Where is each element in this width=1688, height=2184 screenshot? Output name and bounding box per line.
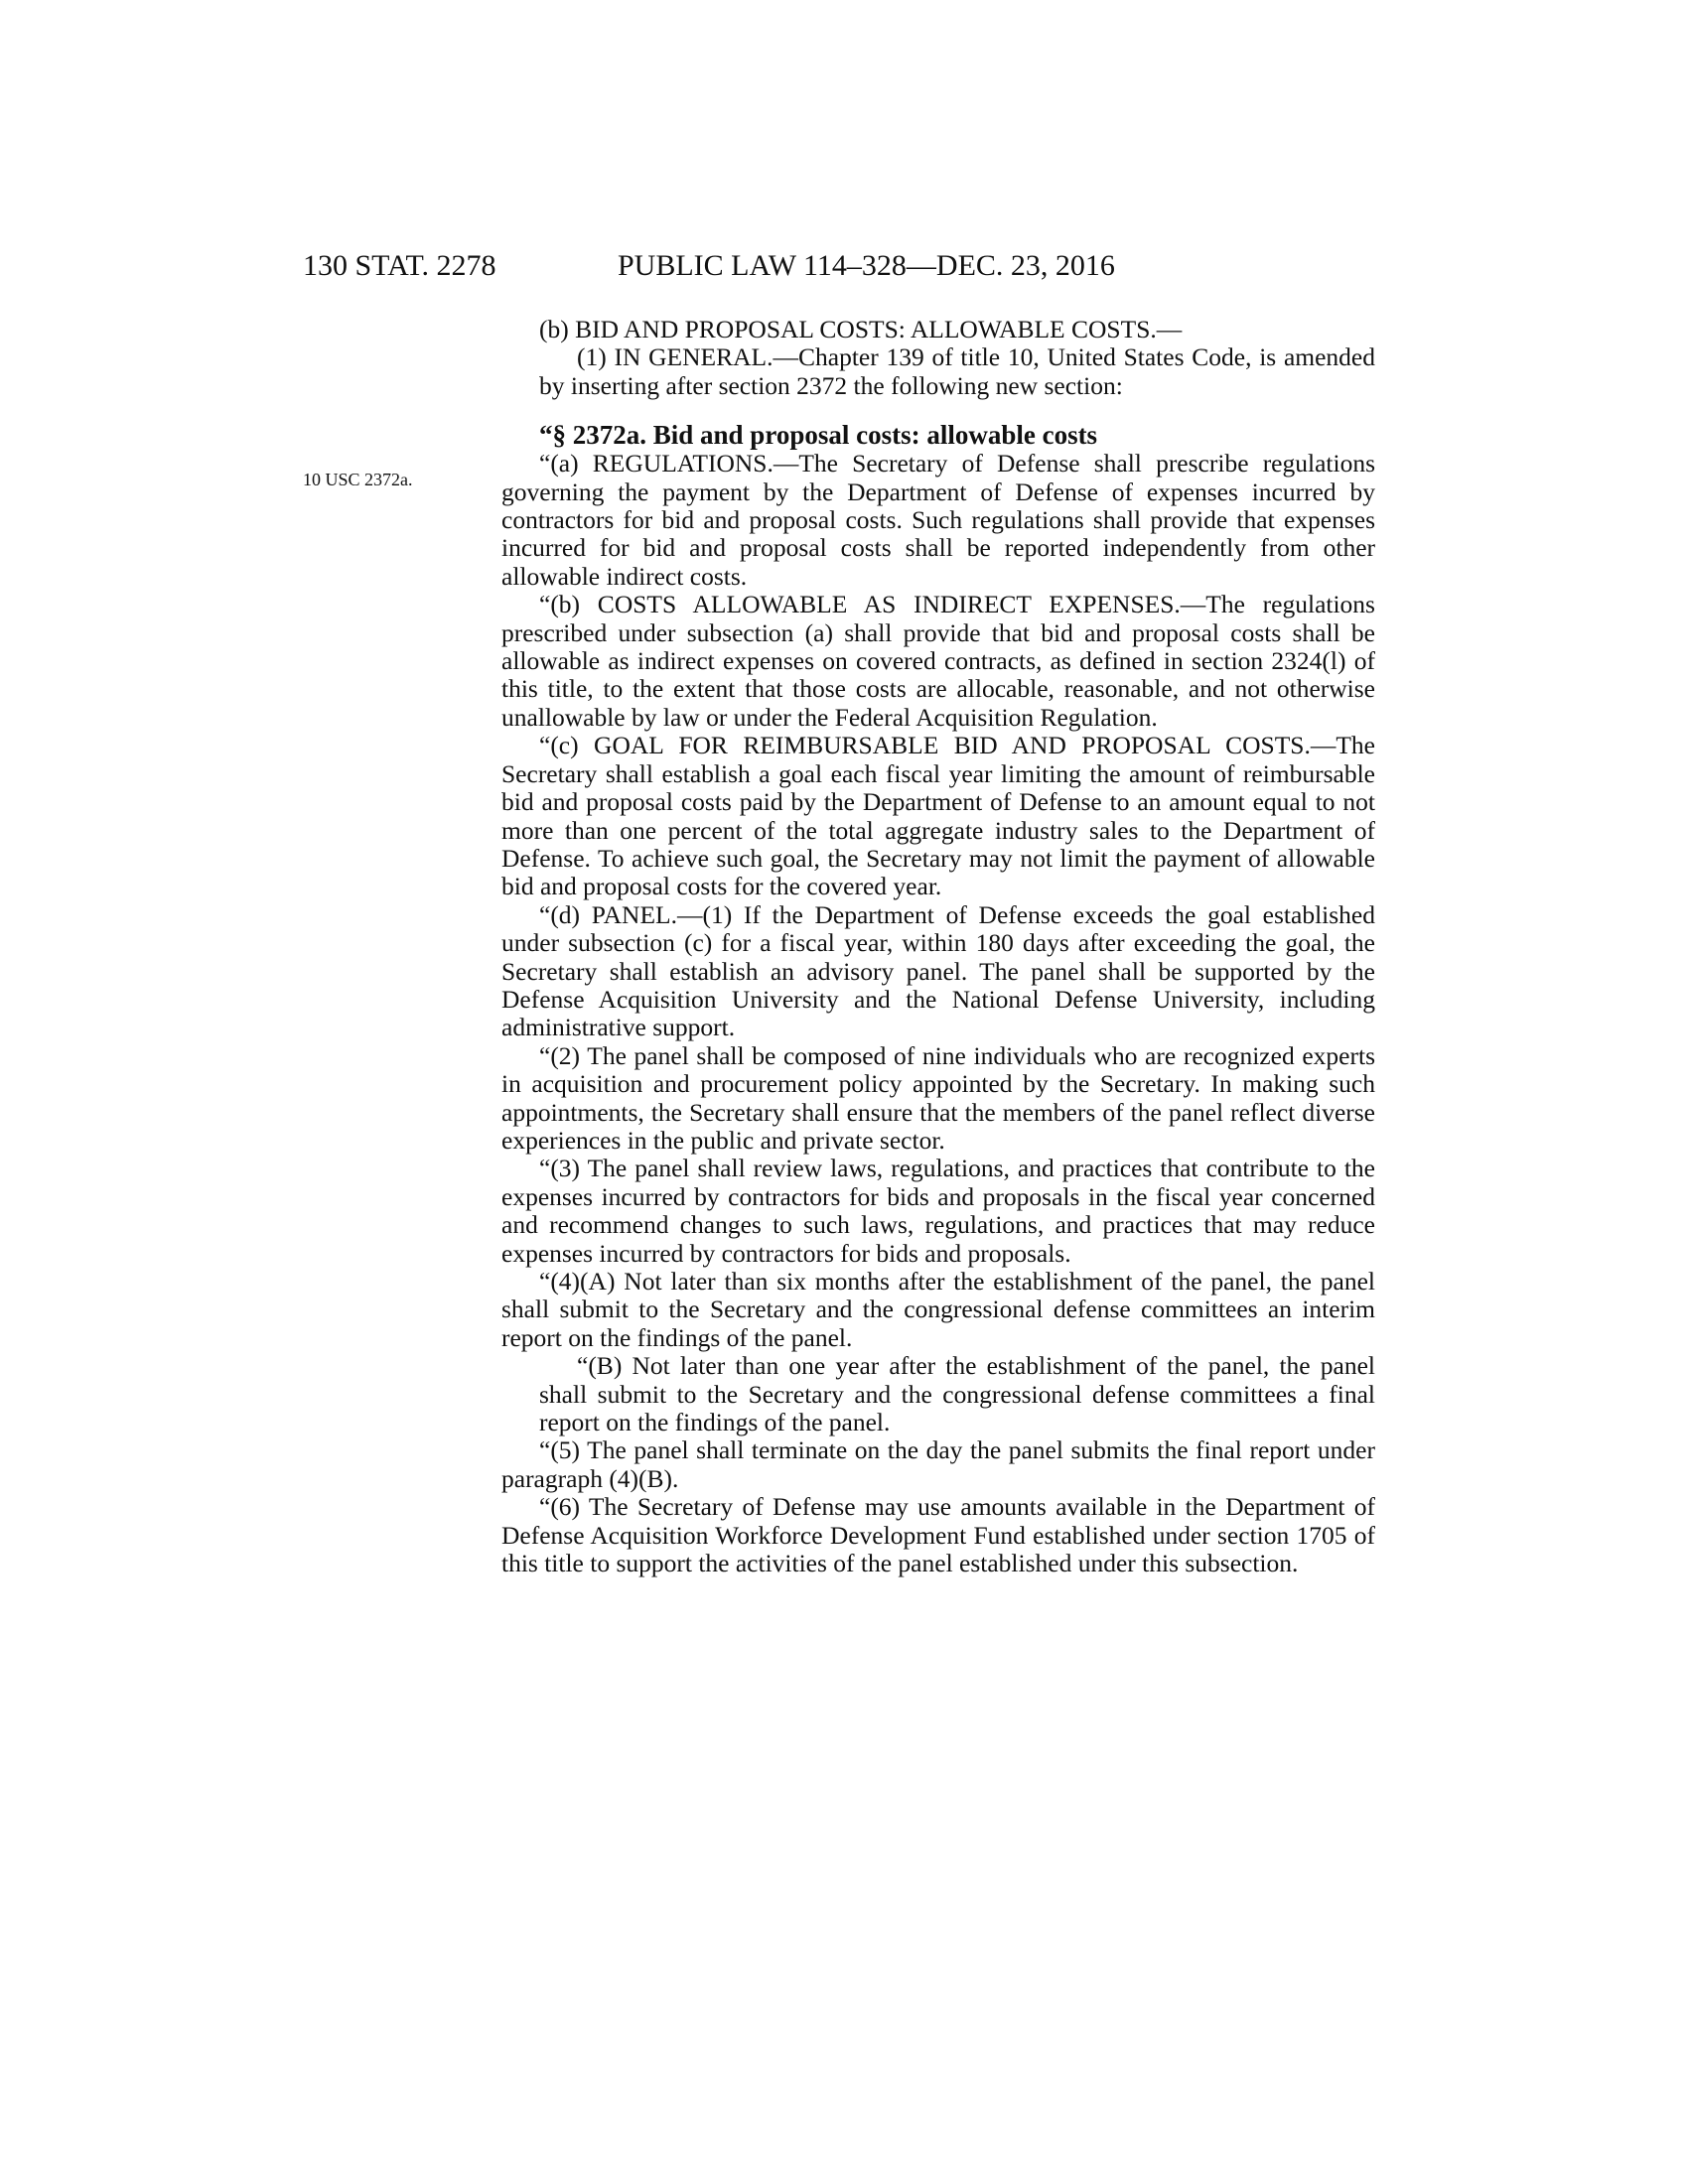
subsection-b-heading: (b) BID AND PROPOSAL COSTS: ALLOWABLE COSTS.— (539, 315, 1183, 343)
usc-margin-note: 10 USC 2372a. (303, 470, 413, 489)
paragraph-d6-funding: “(6) The Secretary of Defense may use amounts available in the Department of Defense Acquisition Workforce Development Fund established under section 1705 of this title to support the activities of the panel established under this subsection. (501, 1492, 1375, 1578)
paragraph-d2-composition: “(2) The panel shall be composed of nine individuals who are recognized experts in acquisition and procurement policy appointed by the Secretary. In making such appointments, the Secretary shall ensure that the members of the panel reflect diverse experiences in the public and private sector. (501, 1040, 1375, 1155)
paragraph-a-regulations: “(a) REGULATIONS.—The Secretary of Defense shall prescribe regulations governing the payment by the Department of Defense of expenses incurred by contractors for bid and proposal costs. Such regulations shall provide that expenses incurred for bid and proposal costs shall be reported independently from other allowable indirect costs. (501, 449, 1375, 591)
stat-reference: 130 STAT. 2278 (303, 249, 496, 282)
page-header (0, 246, 1688, 286)
paragraph-d4b-final-report: “(B) Not later than one year after the establishment of the panel, the panel shall submit to the Secretary and the congressional defense committees a final report on the findings of the panel. (539, 1351, 1375, 1437)
paragraph-b-indirect-expenses: “(b) COSTS ALLOWABLE AS INDIRECT EXPENSES.—The regulations prescribed under subsection (a) shall provide that bid and proposal costs shall be allowable as indirect expenses on covered contracts, as defined in section 2324(l) of this title, to the extent that those costs are allocable, reasonable, and not otherwise unallowable by law or under the Federal Acquisition Regulation. (501, 590, 1375, 732)
law-title: PUBLIC LAW 114–328—DEC. 23, 2016 (618, 249, 1115, 282)
paragraph-d1-panel: “(d) PANEL.—(1) If the Department of Defense exceeds the goal established under subsection (c) for a fiscal year, within 180 days after exceeding the goal, the Secretary shall establish an advisory panel. The panel shall be supported by the Defense Acquisition University and the National Defense University, including administrative support. (501, 899, 1375, 1042)
paragraph-d4a-interim-report: “(4)(A) Not later than six months after the establishment of the panel, the panel shall submit to the Secretary and the congressional defense committees an interim report on the findings of the panel. (501, 1267, 1375, 1352)
paragraph-d3-review: “(3) The panel shall review laws, regulations, and practices that contribute to the expenses incurred by contractors for bids and proposals in the fiscal year concerned and recommend changes to such laws, regulations, and practices that may reduce expenses incurred by contractors for bids and proposals. (501, 1154, 1375, 1268)
paragraph-c-goal: “(c) GOAL FOR REIMBURSABLE BID AND PROPOSAL COSTS.—The Secretary shall establish a goal each fiscal year limiting the amount of reimbursable bid and proposal costs paid by the Department of Defense to an amount equal to not more than one percent of the total aggregate industry sales to the Department of Defense. To achieve such goal, the Secretary may not limit the payment of allowable bid and proposal costs for the covered year. (501, 731, 1375, 901)
subsection-b-paragraph-1: (1) IN GENERAL.—Chapter 139 of title 10, United States Code, is amended by inserting after section 2372 the following new section: (539, 342, 1375, 400)
section-heading: “§ 2372a. Bid and proposal costs: allowable costs (539, 420, 1098, 451)
document-body (501, 316, 1375, 1577)
paragraph-d5-termination: “(5) The panel shall terminate on the day the panel submits the final report under paragraph (4)(B). (501, 1435, 1375, 1493)
